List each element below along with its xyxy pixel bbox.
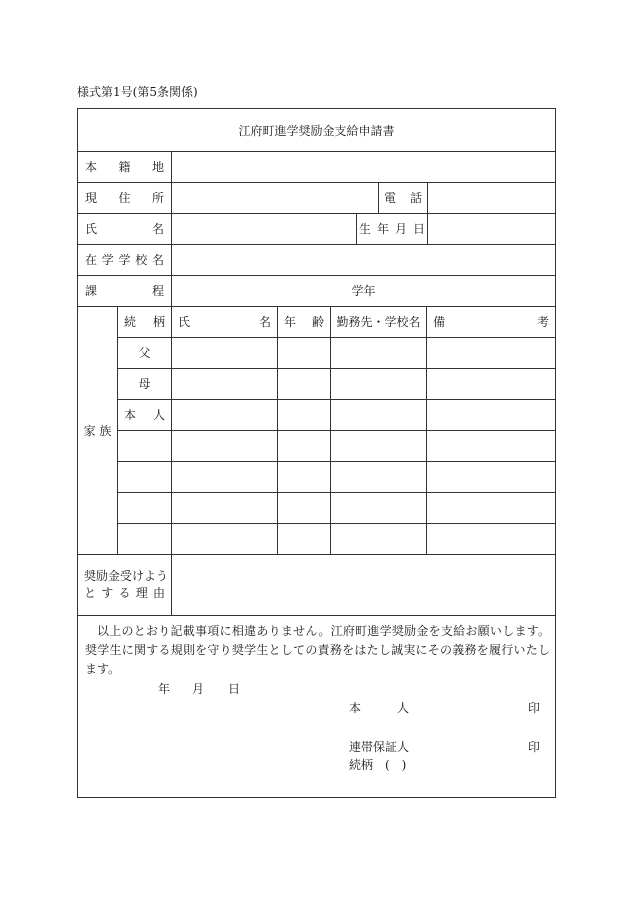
birthdate-label: 生 年 月 日: [358, 222, 426, 236]
address-label: 現 住 所: [85, 191, 164, 205]
applicant-seal: 印: [528, 701, 541, 715]
school-label: 在 学 学 校 名: [85, 253, 164, 267]
date-month-label: 月: [192, 682, 205, 696]
reason-label: 奨励金受けよう と す る 理 由: [84, 568, 169, 600]
family-row-mother: 母: [138, 377, 151, 391]
applicant-label: 本 人: [349, 701, 410, 715]
guarantor-label: 連帯保証人: [349, 740, 410, 754]
phone-field[interactable]: [428, 182, 555, 213]
name-field[interactable]: [172, 213, 356, 244]
family-label: 家 族: [83, 423, 112, 438]
date-year-label: 年: [158, 682, 171, 696]
remarks-column-header: 備 考: [433, 315, 549, 329]
form-number: 様式第1号(第5条関係): [77, 85, 198, 99]
age-column-header: 年 齢: [284, 315, 324, 329]
grade-label: 学年: [351, 284, 376, 298]
declaration-text: 以上のとおり記載事項に相違ありません。江府町進学奨励金を支給お願いします。奨学生に関する規則を守り奨学生としての責務をはたし誠実にその義務を履行いたします。: [85, 624, 550, 676]
application-form: [77, 108, 556, 798]
name-label: 氏 名: [85, 222, 164, 236]
domicile-label: 本 籍 地: [85, 160, 164, 174]
family-row-father: 父: [138, 346, 151, 360]
reason-field[interactable]: [172, 554, 555, 615]
member-name-column-header: 氏 名: [178, 315, 271, 329]
family-row-self: 本 人: [124, 408, 165, 422]
domicile-field[interactable]: [172, 151, 555, 182]
form-title: 江府町進学奨励金支給申請書: [238, 123, 395, 138]
address-field[interactable]: [172, 182, 378, 213]
relation-column-header: 続 柄: [124, 315, 165, 329]
phone-label: 電 話: [383, 191, 423, 205]
grade-field[interactable]: [172, 275, 555, 306]
guarantor-seal: 印: [528, 740, 541, 754]
course-label: 課 程: [85, 284, 164, 298]
guarantor-relation: 続柄 ( ): [349, 758, 407, 772]
birthdate-field[interactable]: [428, 213, 555, 244]
school-field[interactable]: [172, 244, 555, 275]
date-day-label: 日: [228, 682, 241, 696]
work-school-column-header: 勤務先・学校名: [336, 315, 421, 329]
